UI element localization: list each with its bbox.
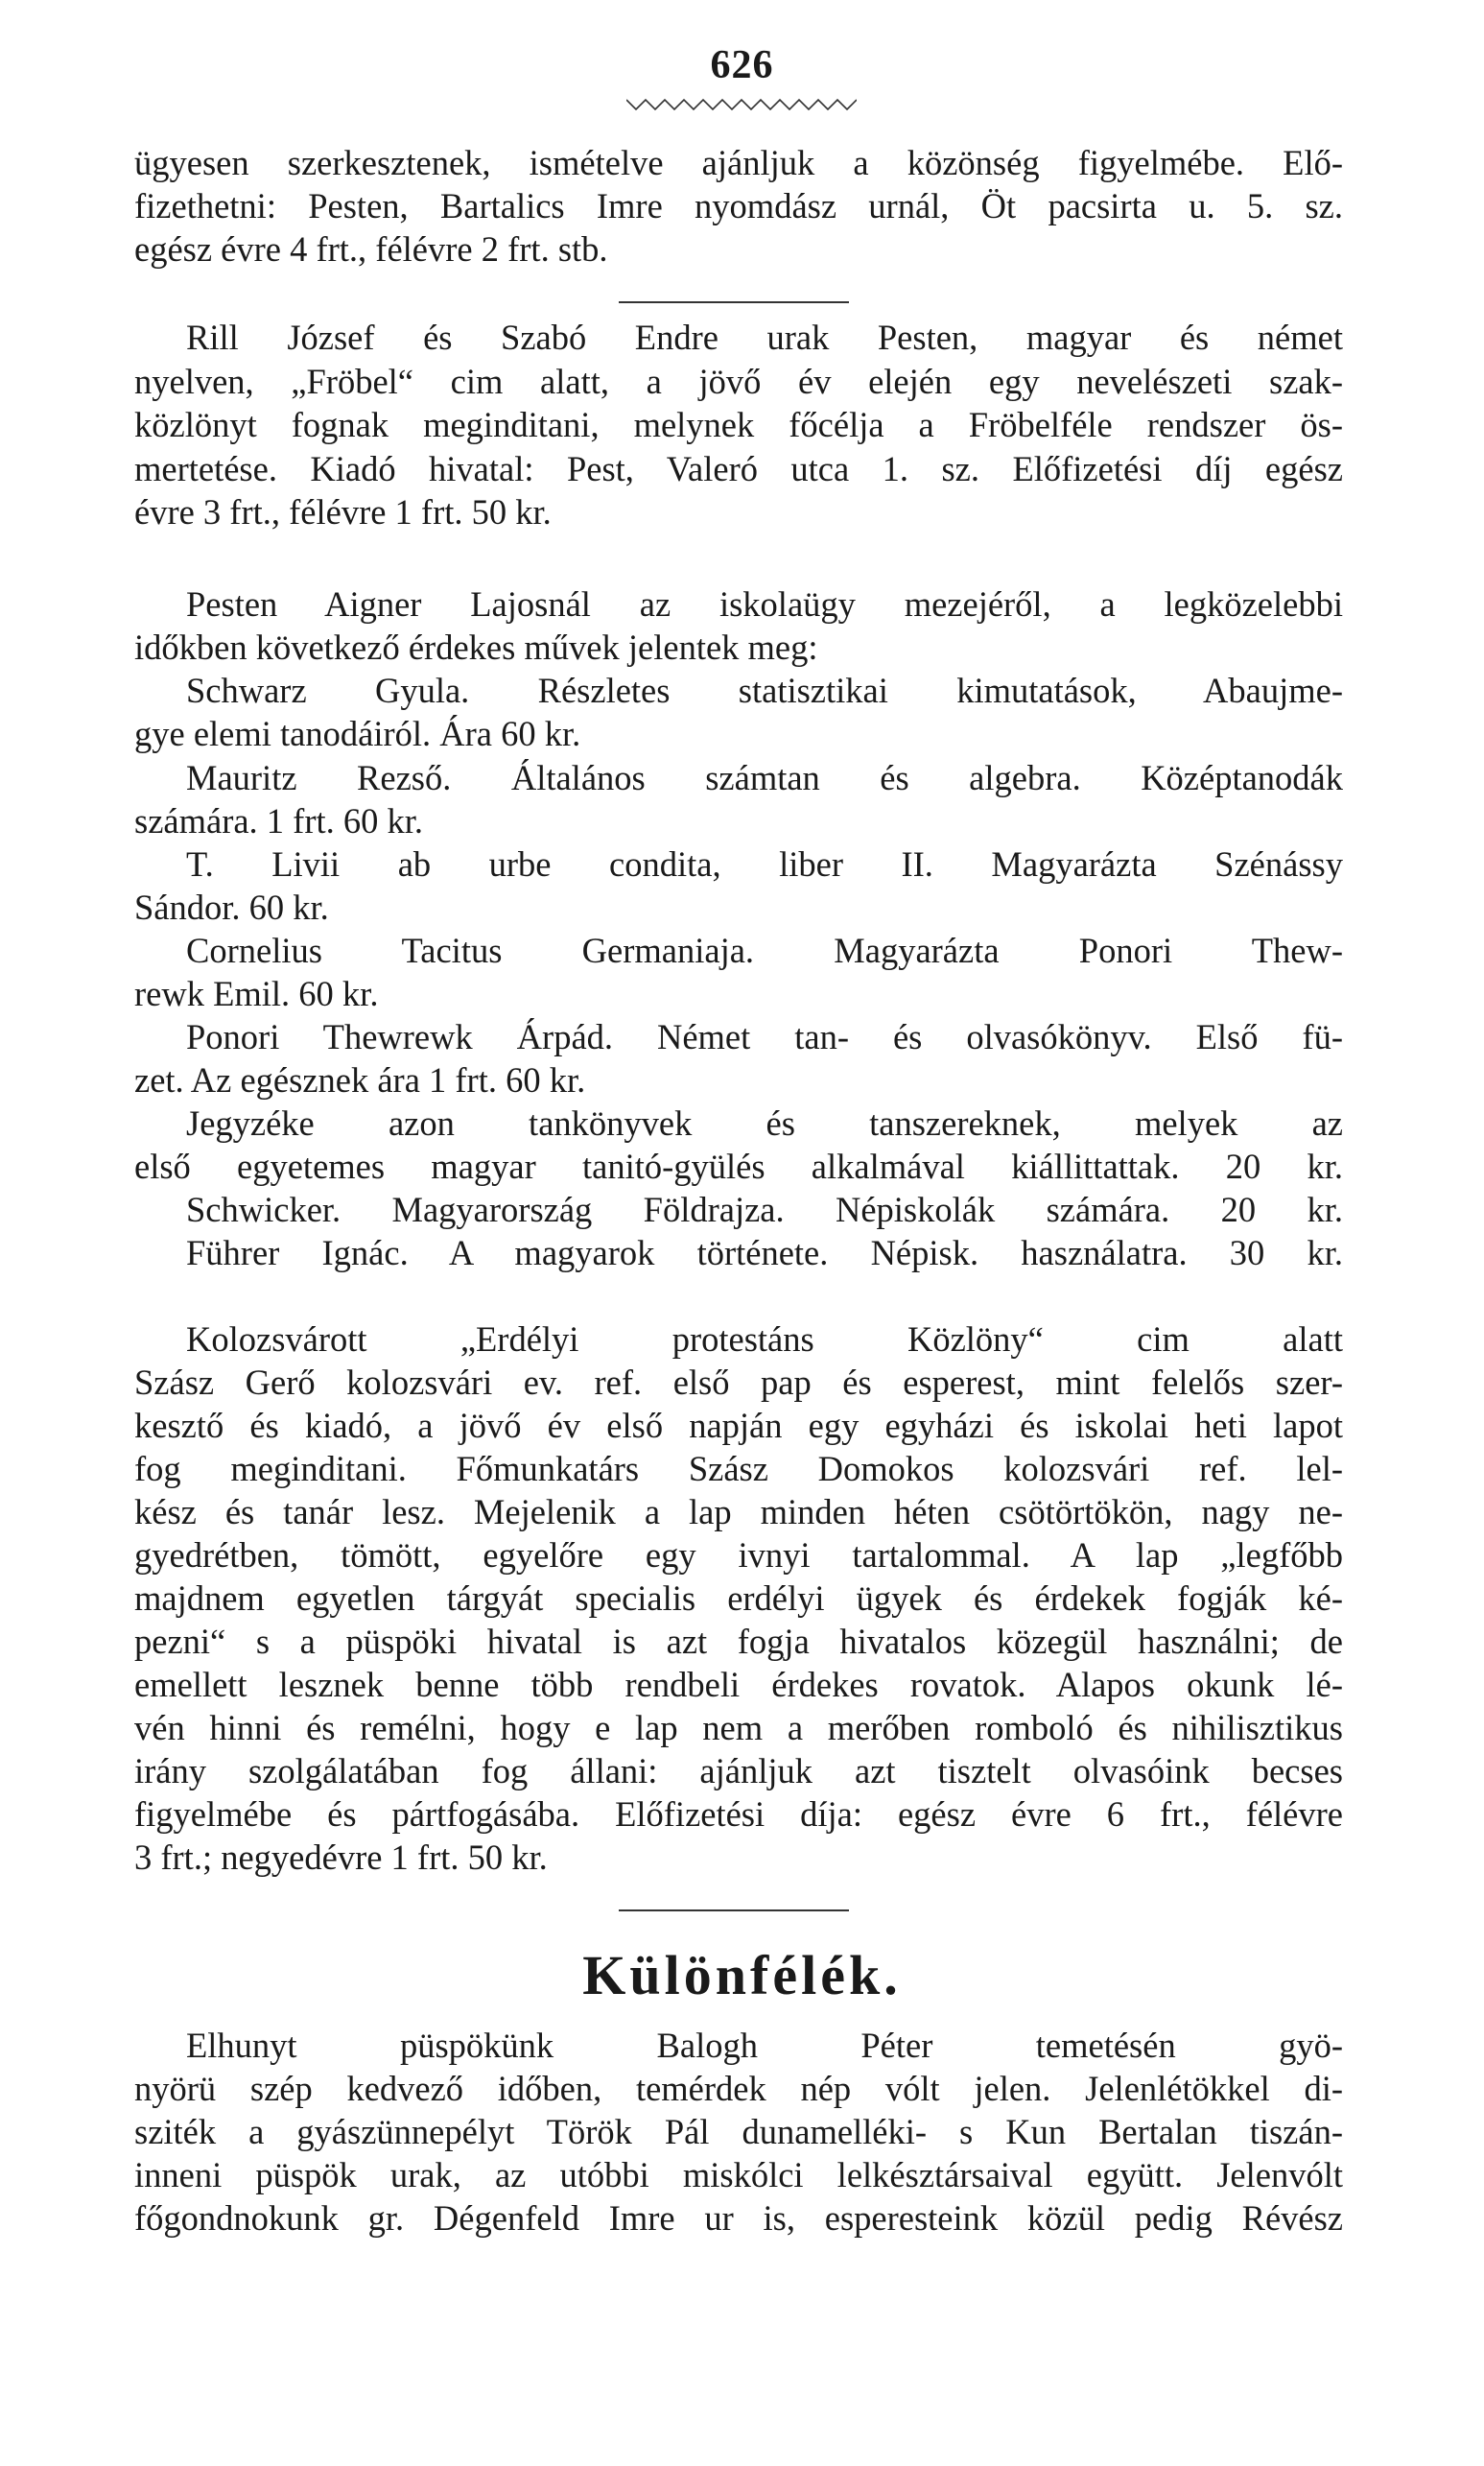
text-line: mertetése. Kiadó hivatal: Pest, Valeró utca 1. sz. Előfizetési díj egész	[134, 449, 1343, 488]
text-line: fizethetni: Pesten, Bartalics Imre nyomdász urnál, Öt pacsirta u. 5. sz.	[134, 186, 1343, 225]
text-line: Rill József és Szabó Endre urak Pesten, magyar és német	[186, 318, 1343, 357]
text-line: Schwarz Gyula. Részletes statisztikai kimutatások, Abaujme-	[186, 671, 1343, 710]
text-line: Cornelius Tacitus Germaniaja. Magyarázta Ponori Thew-	[186, 931, 1343, 970]
text-line: ügyesen szerkesztenek, ismételve ajánljuk a közönség figyelmébe. Elő-	[134, 143, 1343, 182]
wavy-ornament	[626, 96, 857, 115]
text-line: egész évre 4 frt., félévre 2 frt. stb.	[134, 229, 608, 269]
text-line: kesztő és kiadó, a jövő év első napján egy egyházi és iskolai heti lapot	[134, 1406, 1343, 1445]
text-line: gyedrétben, tömött, egyelőre egy ivnyi tartalommal. A lap „legfőbb	[134, 1535, 1343, 1575]
text-line: irány szolgálatában fog állani: ajánljuk azt tisztelt olvasóink becses	[134, 1751, 1343, 1790]
text-line: figyelmébe és pártfogásába. Előfizetési díja: egész évre 6 frt., félévre	[134, 1794, 1343, 1834]
section-divider	[619, 301, 849, 303]
text-line: főgondnokunk gr. Dégenfeld Imre ur is, esperesteink közül pedig Révész	[134, 2198, 1343, 2238]
text-line: sziték a gyászünnepélyt Török Pál dunamelléki- s Kun Bertalan tiszán-	[134, 2112, 1343, 2151]
text-line: nyelven, „Fröbel“ cim alatt, a jövő év elején egy nevelészeti szak-	[134, 362, 1343, 401]
text-line: vén hinni és remélni, hogy e lap nem a merőben romboló és nihilisztikus	[134, 1708, 1343, 1747]
text-line: Schwicker. Magyarország Földrajza. Népiskolák számára. 20 kr.	[186, 1190, 1343, 1229]
text-line: fog meginditani. Főmunkatárs Szász Domokos kolozsvári ref. lel-	[134, 1449, 1343, 1488]
text-line: Jegyzéke azon tankönyvek és tanszereknek, melyek az	[186, 1103, 1343, 1143]
text-line: évre 3 frt., félévre 1 frt. 50 kr.	[134, 492, 552, 532]
text-line: majdnem egyetlen tárgyát specialis erdélyi ügyek és érdekek fogják ké-	[134, 1578, 1343, 1618]
text-line: pezni“ s a püspöki hivatal is azt fogja hivatalos közegül használni; de	[134, 1622, 1343, 1661]
text-line: Kolozsvárott „Erdélyi protestáns Közlöny“ cim alatt	[186, 1319, 1343, 1359]
text-line: T. Livii ab urbe condita, liber II. Magyarázta Szénássy	[186, 844, 1343, 884]
text-line: nyörü szép kedvező időben, temérdek nép vólt jelen. Jelenlétökkel di-	[134, 2069, 1343, 2108]
text-line: időkben következő érdekes művek jelentek meg:	[134, 628, 818, 667]
text-line: Pesten Aigner Lajosnál az iskolaügy mezejéről, a legközelebbi	[186, 584, 1343, 624]
text-line: kész és tanár lesz. Mejelenik a lap minden héten csötörtökön, nagy ne-	[134, 1492, 1343, 1531]
text-line: rewk Emil. 60 kr.	[134, 974, 379, 1013]
text-line: Führer Ignác. A magyarok története. Népisk. használatra. 30 kr.	[186, 1233, 1343, 1272]
text-line: inneni püspök urak, az utóbbi miskólci lelkésztársaival együtt. Jelenvólt	[134, 2155, 1343, 2194]
text-line: gye elemi tanodáiról. Ára 60 kr.	[134, 714, 581, 753]
text-line: Sándor. 60 kr.	[134, 888, 329, 927]
section-divider	[619, 1909, 849, 1911]
page-number: 626	[710, 43, 774, 87]
text-line: 3 frt.; negyedévre 1 frt. 50 kr.	[134, 1838, 548, 1877]
text-line: számára. 1 frt. 60 kr.	[134, 801, 424, 841]
text-line: emellett lesznek benne több rendbeli érdekes rovatok. Alapos okunk lé-	[134, 1665, 1343, 1704]
text-line: zet. Az egésznek ára 1 frt. 60 kr.	[134, 1060, 586, 1100]
text-line: Ponori Thewrewk Árpád. Német tan- és olvasókönyv. Első fü-	[186, 1017, 1343, 1056]
text-line: első egyetemes magyar tanitó-gyülés alkalmával kiállittattak. 20 kr.	[134, 1147, 1343, 1186]
text-line: Szász Gerő kolozsvári ev. ref. első pap és esperest, mint felelős szer-	[134, 1363, 1343, 1402]
text-line: közlönyt fognak meginditani, melynek főcélja a Fröbelféle rendszer ös-	[134, 405, 1343, 444]
text-line: Elhunyt püspökünk Balogh Péter temetésén gyö-	[186, 2026, 1343, 2065]
section-heading: Különfélék.	[582, 1944, 902, 2006]
text-line: Mauritz Rezső. Általános számtan és algebra. Középtanodák	[186, 758, 1343, 797]
